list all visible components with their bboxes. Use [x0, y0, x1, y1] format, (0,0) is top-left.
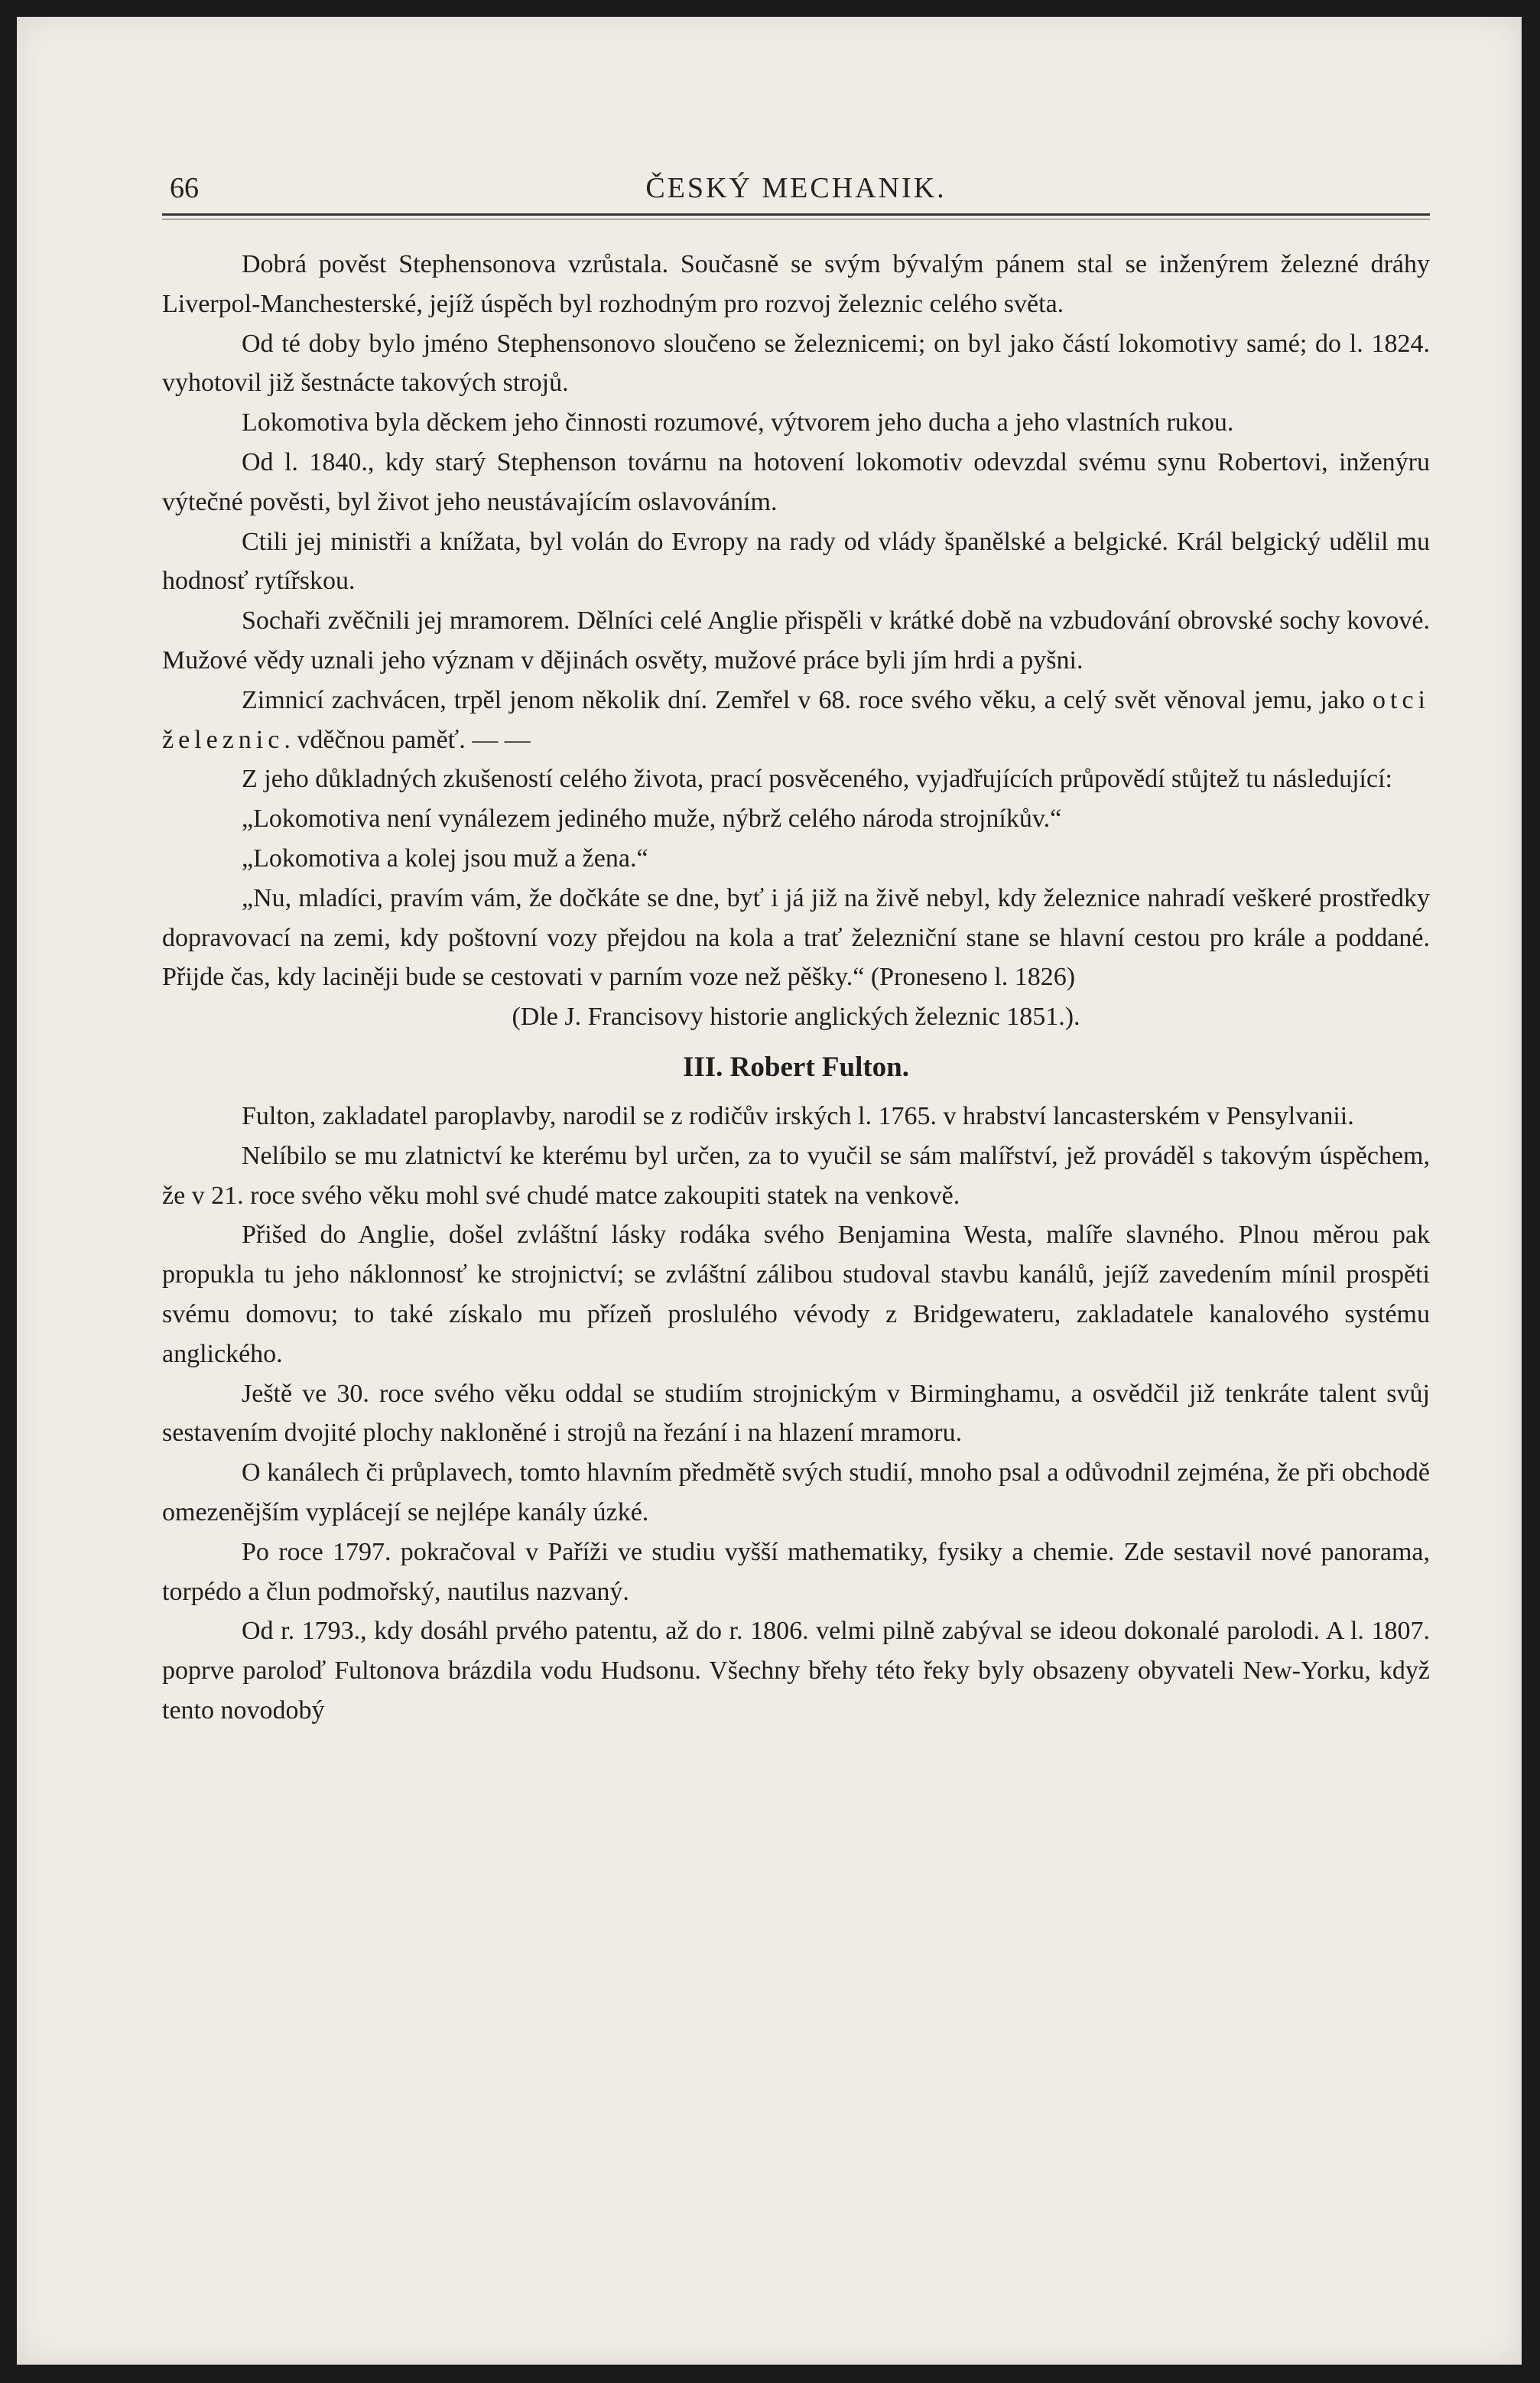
paragraph: Po roce 1797. pokračoval v Paříži ve studiu vyšší mathematiky, fysiky a chemie. Zde sestavil nové panorama, torpédo a člun podmořský, nautilus nazvaný. — [162, 1537, 1430, 1606]
paragraph: Přišed do Anglie, došel zvláštní lásky rodáka svého Benjamina Westa, malíře slavného. Plnou měrou pak propukla tu jeho náklonnosť ke strojnictví; se zvláštní zálibou studoval stavbu kanálů, jejíž zavedením mínil prospěti svému domovu; to také získalo mu přízeň proslulého vévody z Bridgewateru, zakladatele kanalového systému anglického. — [162, 1221, 1430, 1368]
paragraph: Fulton, zakladatel paroplavby, narodil se z rodičův irských l. 1765. v hrabství lancasterském v Pensylvanii. — [242, 1101, 1354, 1130]
page-header — [162, 162, 1430, 208]
paragraph: Nelíbilo se mu zlatnictví ke kterému byl určen, za to vyučil se sám malířství, jež prováděl s takovým úspěchem, že v 21. roce svého věku mohl své chudé matce zakoupiti statek na venkově. — [162, 1141, 1430, 1210]
quotes-intro: Z jeho důkladných zkušeností celého života, prací posvěceného, vyjadřujících průpovědí stůjtež tu následující: — [242, 765, 1392, 794]
paragraph: Lokomotiva byla děckem jeho činnosti rozumové, výtvorem jeho ducha a jeho vlastních rukou. — [242, 408, 1234, 437]
paragraph: Od r. 1793., kdy dosáhl prvého patentu, až do r. 1806. velmi pilně zabýval se ideou dokonalé parolodi. A l. 1807. poprve paroloď Fultonova brázdila vodu Hudsonu. Všechny břehy této řeky byly obsazeny obyvateli New-Yorku, když tento novodobý — [162, 1617, 1430, 1725]
spaced-emphasis: otci železnic — [162, 685, 1430, 754]
running-title: ČESKÝ MECHANIK. — [645, 172, 947, 204]
paragraph: O kanálech či průplavech, tomto hlavním předmětě svých studií, mnoho psal a odůvodnil zejména, že při obchodě omezenějším vyplácejí se nejlépe kanály úzké. — [162, 1458, 1430, 1526]
source-note: (Dle J. Francisovy historie anglických železnic 1851.). — [512, 1003, 1080, 1032]
quote: „Nu, mladíci, pravím vám, že dočkáte se dne, byť i já již na živě nebyl, kdy železnice nahradí veškeré prostředky dopravovací na zemi, kdy poštovní vozy přejdou na kola a trať železniční stane se hlavní cestou pro krále a poddané. Přijde čas, kdy laciněji bude se cestovati v parním voze než pěšky.“ (Proneseno l. 1826) — [162, 883, 1430, 992]
death-paragraph — [162, 681, 1430, 760]
book-page — [17, 17, 1522, 2365]
paragraph: Sochaři zvěčnili jej mramorem. Dělníci celé Anglie přispěli v krátké době na vzbudování obrovské sochy kovové. Mužové vědy uznali jeho význam v dějinách osvěty, mužové práce byli jím hrdi a pyšni. — [162, 606, 1430, 675]
page-body — [162, 245, 1430, 1731]
death-text-before: Zimnicí zachvácen, trpěl jenom několik dní. Zemřel v 68. roce svého věku, a celý svět věnoval jemu, jako — [242, 685, 1373, 714]
section-title: III. Robert Fulton. — [682, 1051, 910, 1083]
death-text-after: . vděčnou paměť. — — — [284, 725, 531, 754]
paragraph: Od té doby bylo jméno Stephensonovo sloučeno se železnicemi; on byl jako částí lokomotivy samé; do l. 1824. vyhotovil již šestnácte takových strojů. — [162, 329, 1430, 398]
paragraph: Dobrá pověst Stephensonova vzrůstala. Současně se svým bývalým pánem stal se inženýrem železné dráhy Liverpol-Manchesterské, jejíž úspěch byl rozhodným pro rozvoj železnic celého světa. — [162, 250, 1430, 318]
paragraph: Ještě ve 30. roce svého věku oddal se studiím strojnickým v Birminghamu, a osvědčil již tenkráte talent svůj sestavením dvojité plochy nakloněné i strojů na řezání i na hlazení mramoru. — [162, 1379, 1430, 1448]
paragraph: Ctili jej ministři a knížata, byl volán do Evropy na rady od vlády španělské a belgické. Král belgický udělil mu hodnosť rytířskou. — [162, 527, 1430, 596]
quote: „Lokomotiva a kolej jsou muž a žena.“ — [242, 844, 648, 873]
page-number: 66 — [170, 172, 199, 204]
paragraph: Od l. 1840., kdy starý Stephenson továrnu na hotovení lokomotiv odevzdal svému synu Robertovi, inženýru výtečné pověsti, byl život jeho neustávajícím oslavováním. — [162, 447, 1430, 516]
quote: „Lokomotiva není vynálezem jediného muže, nýbrž celého národa strojníkův.“ — [242, 805, 1062, 834]
header-rule — [162, 213, 1430, 216]
